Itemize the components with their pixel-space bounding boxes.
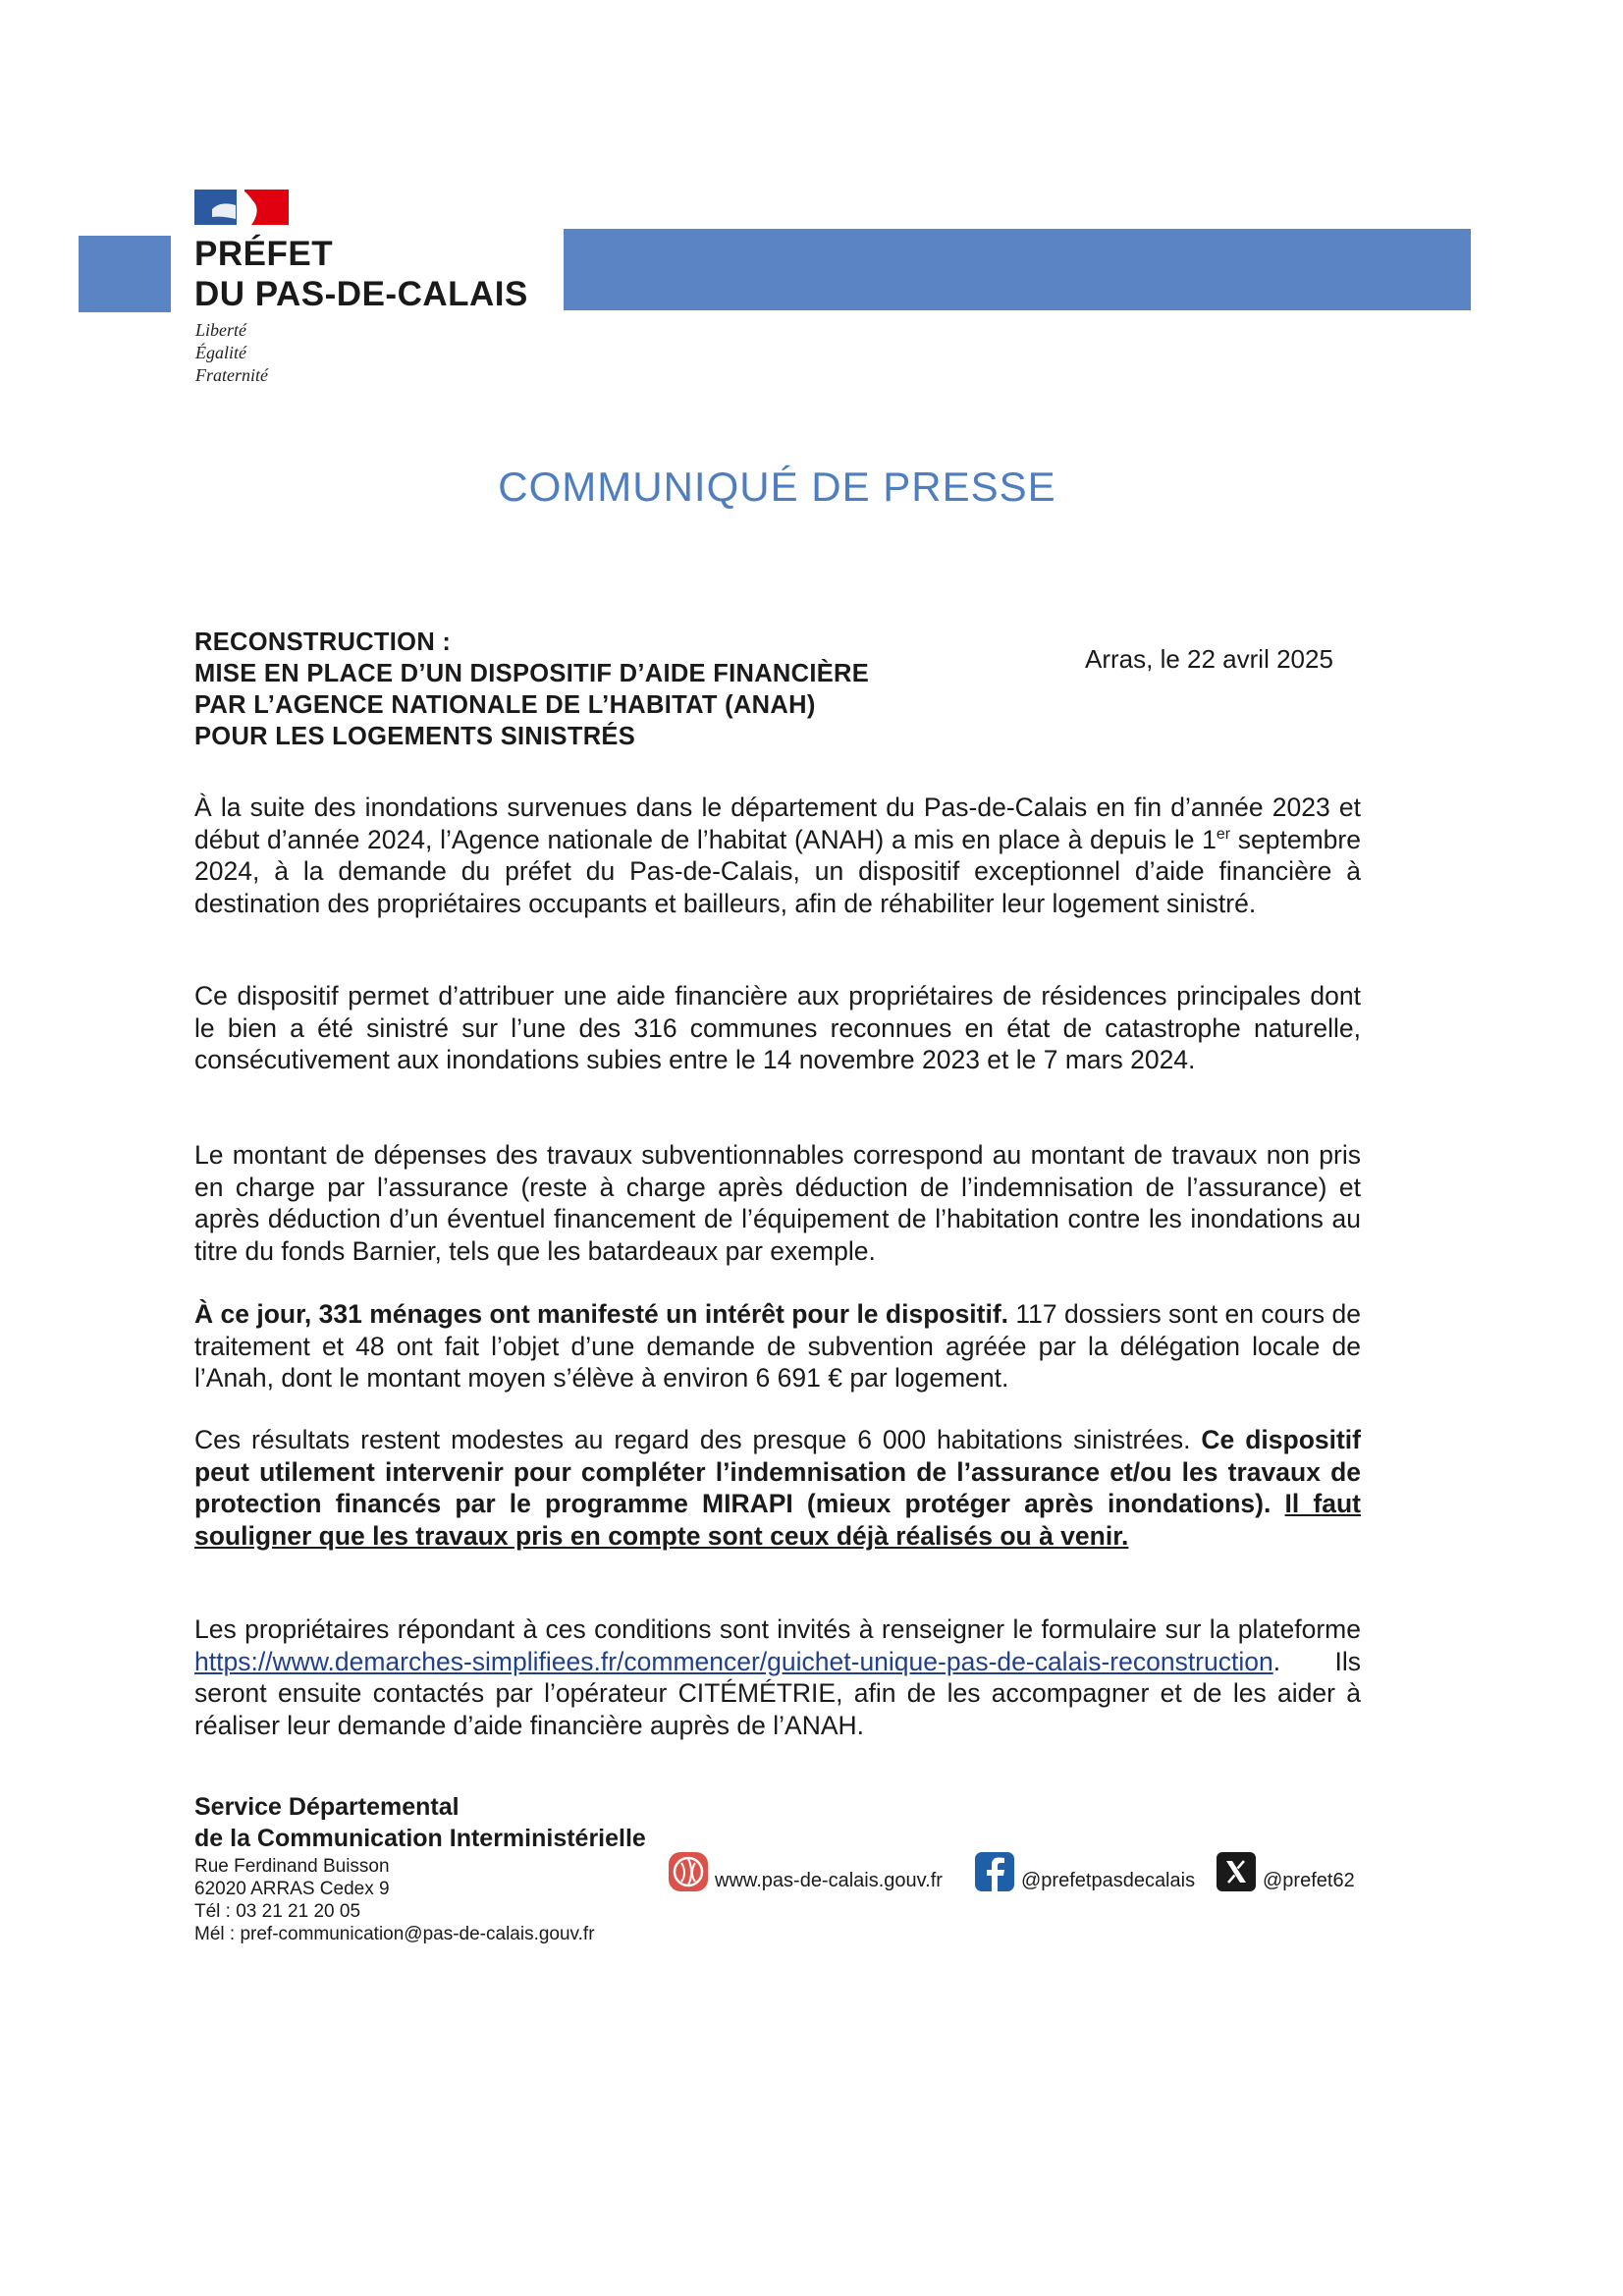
press-release-subject bbox=[194, 627, 869, 752]
paragraph-current-figures bbox=[194, 1298, 1361, 1394]
republic-motto bbox=[195, 319, 268, 387]
website-link[interactable] bbox=[668, 1853, 943, 1892]
address-street: Rue Ferdinand Buisson bbox=[194, 1856, 390, 1877]
subject-line: PAR L’AGENCE NATIONALE DE L’HABITAT (ANAH) bbox=[194, 691, 816, 719]
service-name bbox=[194, 1791, 646, 1854]
paragraph-text: 117 dossiers sont en cours de traitement et 48 ont fait l’objet d’une demande de subvention agréée par la délégation locale de l’Anah, dont le montant moyen s’élève à environ 6 691 € par logement. bbox=[194, 1299, 1361, 1393]
paragraph-bold-text: Ce dispositif peut utilement intervenir pour compléter l’indemnisation de l’assurance et/ou les travaux de protection financés par le programme MIRAPI (mieux protéger après inondations). bbox=[194, 1425, 1361, 1518]
paragraph-bold-text: À ce jour, 331 ménages ont manifesté un intérêt pour le dispositif. bbox=[194, 1299, 1009, 1329]
paragraph-text: Les propriétaires répondant à ces conditions sont invités à renseigner le formulaire sur la plateforme bbox=[194, 1614, 1361, 1644]
paragraph-underlined-text: Il faut souligner que les travaux pris en compte sont ceux déjà réalisés ou à venir. bbox=[194, 1489, 1361, 1551]
paragraph-results bbox=[194, 1424, 1361, 1552]
service-name-line2: de la Communication Interministérielle bbox=[194, 1825, 646, 1852]
header-band-right bbox=[564, 229, 1471, 310]
paragraph-text: Ces résultats restent modestes au regard des presque 6 000 habitations sinistrées. bbox=[194, 1425, 1202, 1454]
release-date: Arras, le 22 avril 2025 bbox=[1085, 644, 1333, 674]
website-icon bbox=[668, 1851, 709, 1892]
paragraph-text: septembre 2024, à la demande du préfet du Pas-de-Calais, un dispositif exceptionnel d’aide financière à destination des propriétaires occupants et bailleurs, afin de réhabiliter leur logement sinistré. bbox=[194, 824, 1361, 918]
x-icon bbox=[1216, 1851, 1257, 1892]
platform-link[interactable]: https://www.demarches-simplifiees.fr/commencer/guichet-unique-pas-de-calais-reconstruction bbox=[194, 1646, 1273, 1676]
paragraph-eligible-expenses: Le montant de dépenses des travaux subventionnables correspond au montant de travaux non pris en charge par l’assurance (reste à charge après déduction de l’indemnisation de l’assurance) et après déduction d’un éventuel financement de l’équipement de l’habitation contre les inondations au titre du fonds Barnier, tels que les batardeaux par exemple. bbox=[194, 1140, 1361, 1266]
website-label: www.pas-de-calais.gouv.fr bbox=[715, 1870, 943, 1891]
motto-liberte: Liberté bbox=[195, 320, 246, 340]
prefecture-name-line1: PRÉFET bbox=[194, 235, 334, 273]
motto-egalite: Égalité bbox=[195, 343, 246, 362]
prefecture-name-line2: DU PAS-DE-CALAIS bbox=[194, 275, 528, 313]
paragraph-how-to-apply bbox=[194, 1613, 1361, 1741]
motto-fraternite: Fraternité bbox=[195, 365, 268, 385]
x-link[interactable] bbox=[1216, 1853, 1355, 1892]
prefecture-name bbox=[194, 234, 528, 314]
paragraph-context bbox=[194, 792, 1361, 919]
marianne-flag-logo bbox=[194, 190, 289, 225]
address-phone: Tél : 03 21 21 20 05 bbox=[194, 1901, 361, 1922]
x-label: @prefet62 bbox=[1263, 1870, 1355, 1891]
address-email: Mél : pref-communication@pas-de-calais.gouv.fr bbox=[194, 1924, 595, 1944]
facebook-link[interactable] bbox=[974, 1853, 1195, 1892]
facebook-label: @prefetpasdecalais bbox=[1021, 1870, 1196, 1891]
service-name-line1: Service Départemental bbox=[194, 1793, 460, 1821]
ordinal-superscript: er bbox=[1216, 825, 1231, 843]
subject-line: MISE EN PLACE D’UN DISPOSITIF D’AIDE FINANCIÈRE bbox=[194, 660, 870, 687]
address-city: 62020 ARRAS Cedex 9 bbox=[194, 1879, 390, 1899]
paragraph-text: . Ils seront ensuite contactés par l’opérateur CITÉMÉTRIE, afin de les accompagner et de les aider à réaliser leur demande d’aide financière auprès de l’ANAH. bbox=[194, 1646, 1361, 1740]
facebook-icon bbox=[974, 1851, 1015, 1892]
document-title: COMMUNIQUÉ DE PRESSE bbox=[498, 464, 1056, 510]
subject-line: RECONSTRUCTION : bbox=[194, 629, 452, 656]
contact-address bbox=[194, 1855, 595, 1945]
header-band-left bbox=[79, 236, 171, 312]
paragraph-eligibility: Ce dispositif permet d’attribuer une aide financière aux propriétaires de résidences principales dont le bien a été sinistré sur l’une des 316 communes reconnues en état de catastrophe naturelle, consécutivement aux inondations subies entre le 14 novembre 2023 et le 7 mars 2024. bbox=[194, 981, 1361, 1074]
subject-line: POUR LES LOGEMENTS SINISTRÉS bbox=[194, 723, 636, 750]
paragraph-text: À la suite des inondations survenues dans le département du Pas-de-Calais en fin d’année 2023 et début d’année 2024, l’Agence nationale de l’habitat (ANAH) a mis en place à depuis le 1 bbox=[194, 793, 1361, 854]
